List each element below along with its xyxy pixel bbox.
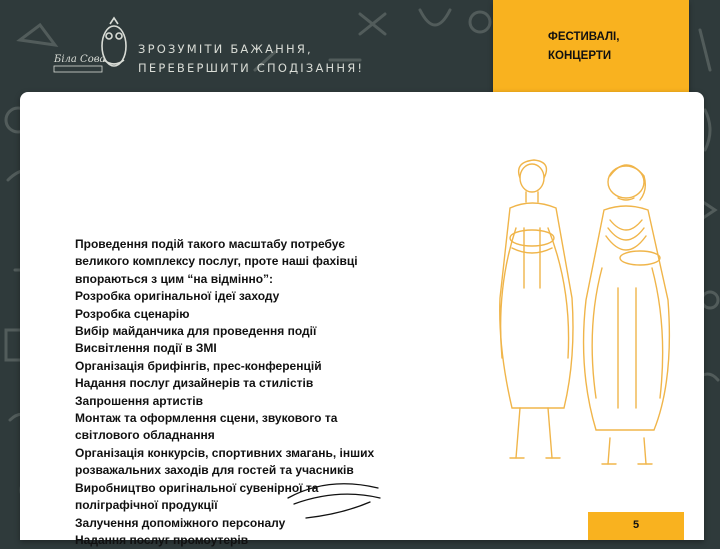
text-line: великого комплексу послуг, проте наші фахівці [75, 254, 358, 269]
text-line: Залучення допоміжного персоналу [75, 515, 286, 530]
svg-text:Біла Сова: Біла Сова [54, 54, 106, 65]
text-line: впораються з цим “на відмінно”: [75, 271, 274, 286]
decorative-swash [276, 474, 400, 530]
tagline-line-1: ЗРОЗУМІТИ БАЖАННЯ, [138, 42, 313, 56]
section-tab-line-2: КОНЦЕРТИ [548, 50, 612, 62]
brand-tagline [138, 40, 364, 78]
text-line: поліграфічної продукції [75, 498, 218, 513]
tagline-line-2: ПЕРЕВЕРШИТИ СПОДІЗАННЯ! [138, 61, 365, 75]
text-line: Розробка сценарію [75, 306, 190, 321]
text-line: Організація брифінгів, прес-конференцій [75, 358, 322, 373]
text-line: Монтаж та оформлення сцени, звукового та [75, 411, 338, 426]
text-line: Проведення подій такого масштабу потребує [75, 237, 346, 251]
text-line: Виробництво оригінальної сувенірної та [75, 480, 319, 495]
text-line: Розробка оригінальної ідеї заходу [75, 289, 280, 304]
page-number: 5 [632, 519, 640, 531]
folk-costume-illustration [470, 158, 690, 478]
section-tab-label [548, 28, 652, 66]
text-line: Вибір майданчика для проведення події [75, 324, 317, 339]
section-tab-line-1: ФЕСТИВАЛІ, [548, 31, 620, 43]
owl-logo [52, 16, 132, 76]
text-line: Надання послуг дизайнерів та стилістів [75, 376, 314, 391]
text-line: розважальних заходів для гостей та учасників [75, 463, 354, 478]
text-line: Надання послуг промоутерів [75, 532, 249, 547]
text-line: Запрошення артистів [75, 393, 203, 408]
text-line: Організація конкурсів, спортивних змагань, інших [75, 445, 375, 460]
text-line: світлового обладнання [75, 428, 215, 443]
page-number-badge [588, 512, 684, 540]
text-line: Висвітлення події в ЗМІ [75, 341, 217, 356]
